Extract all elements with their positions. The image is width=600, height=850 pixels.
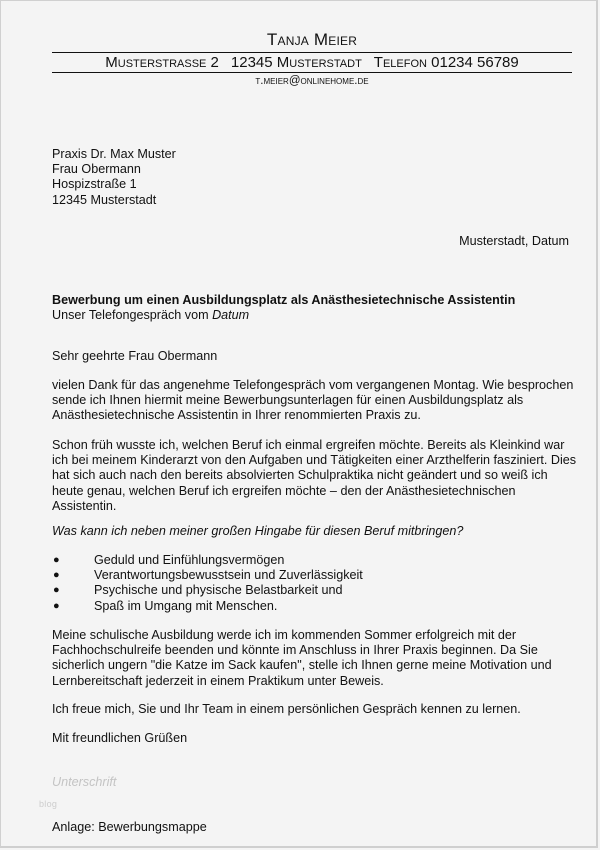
list-item — [52, 553, 363, 568]
header-divider-bottom — [52, 72, 572, 73]
recipient-line: Praxis Dr. Max Muster — [52, 147, 176, 161]
bullet-icon: ● — [53, 569, 60, 582]
recipient-line: Hospizstraße 1 — [52, 177, 137, 192]
recipient-line: 12345 Musterstadt — [52, 192, 157, 207]
list-item — [52, 568, 363, 583]
bullet-icon: ● — [53, 554, 60, 566]
body-paragraph-1: vielen Dank für das angenehme Telefongespräch vom vergangenen Montag. Wie besprochen sende ich Ihnen hiermit meine Bewerbungsunterlagen für einen Ausbildungsplatz als Anästhesietechnische Assistentin in Ihrer renommierten Praxis zu. — [52, 378, 574, 423]
reference-date: Datum — [212, 308, 250, 323]
enclosure-note: Anlage: Bewerbungsmappe — [52, 820, 207, 834]
list-item-text: Geduld und Einfühlungsvermögen — [94, 553, 285, 567]
list-item — [52, 599, 363, 614]
sender-name: Tanja Meier — [266, 30, 358, 49]
watermark: blog — [39, 799, 58, 809]
subject-reference — [52, 308, 515, 323]
list-item-text: Verantwortungsbewusstsein und Zuverlässigkeit — [94, 568, 363, 583]
sender-city: 12345 Musterstadt — [230, 54, 362, 71]
body-question: Was kann ich neben meiner großen Hingabe für diesen Beruf mitbringen? — [52, 524, 464, 538]
list-item-text: Spaß im Umgang mit Menschen. — [94, 598, 278, 613]
closing: Mit freundlichen Grüßen — [52, 731, 188, 745]
list-item — [52, 583, 363, 598]
subject-title: Bewerbung um einen Ausbildungsplatz als Anästhesietechnische Assistentin — [52, 293, 516, 307]
sender-email: t.meier@onlinehome.de — [255, 75, 369, 87]
salutation: Sehr geehrte Frau Obermann — [52, 349, 218, 363]
list-item-text: Psychische und physische Belastbarkeit und — [94, 583, 343, 598]
recipient-address — [52, 147, 176, 208]
reference-prefix: Unser Telefongespräch vom — [52, 308, 213, 323]
sender-street: Musterstrasse 2 — [105, 54, 219, 71]
sender-address-line — [52, 54, 572, 71]
bullet-icon: ● — [53, 584, 60, 597]
qualities-list — [52, 553, 363, 614]
place-date: Musterstadt, Datum — [459, 234, 569, 248]
body-paragraph-3: Meine schulische Ausbildung werde ich im kommenden Sommer erfolgreich mit der Fachhochschulreife beenden und könnte im Anschluss in Ihrer Praxis beginnen. Da Sie sicherlich ungern "die Katze im Sack kaufen", stelle ich Ihnen gerne meine Motivation und Lernbereitschaft jederzeit in einem Praktikum unter Beweis. — [52, 628, 552, 688]
signature-placeholder: Unterschrift — [52, 775, 117, 789]
subject-block — [52, 293, 515, 323]
header-divider-top — [52, 52, 572, 53]
recipient-line: Frau Obermann — [52, 162, 141, 177]
sender-phone: Telefon 01234 56789 — [373, 54, 519, 71]
body-paragraph-4: Ich freue mich, Sie und Ihr Team in einem persönlichen Gespräch kennen zu lernen. — [52, 702, 521, 716]
bullet-icon: ● — [53, 599, 60, 612]
body-paragraph-2: Schon früh wusste ich, welchen Beruf ich einmal ergreifen möchte. Bereits als Kleinkind war ich bei meinem Kinderarzt von den Aufgaben und Tätigkeiten einer Arzthelferin fasziniert. Dies hat sich auch nach den bereits absolvierten Schulpraktika nicht geändert und so weiß ich heute genau, welchen Beruf ich ergreifen möchte – den der Anästhesietechnischen Assistentin. — [52, 438, 577, 513]
